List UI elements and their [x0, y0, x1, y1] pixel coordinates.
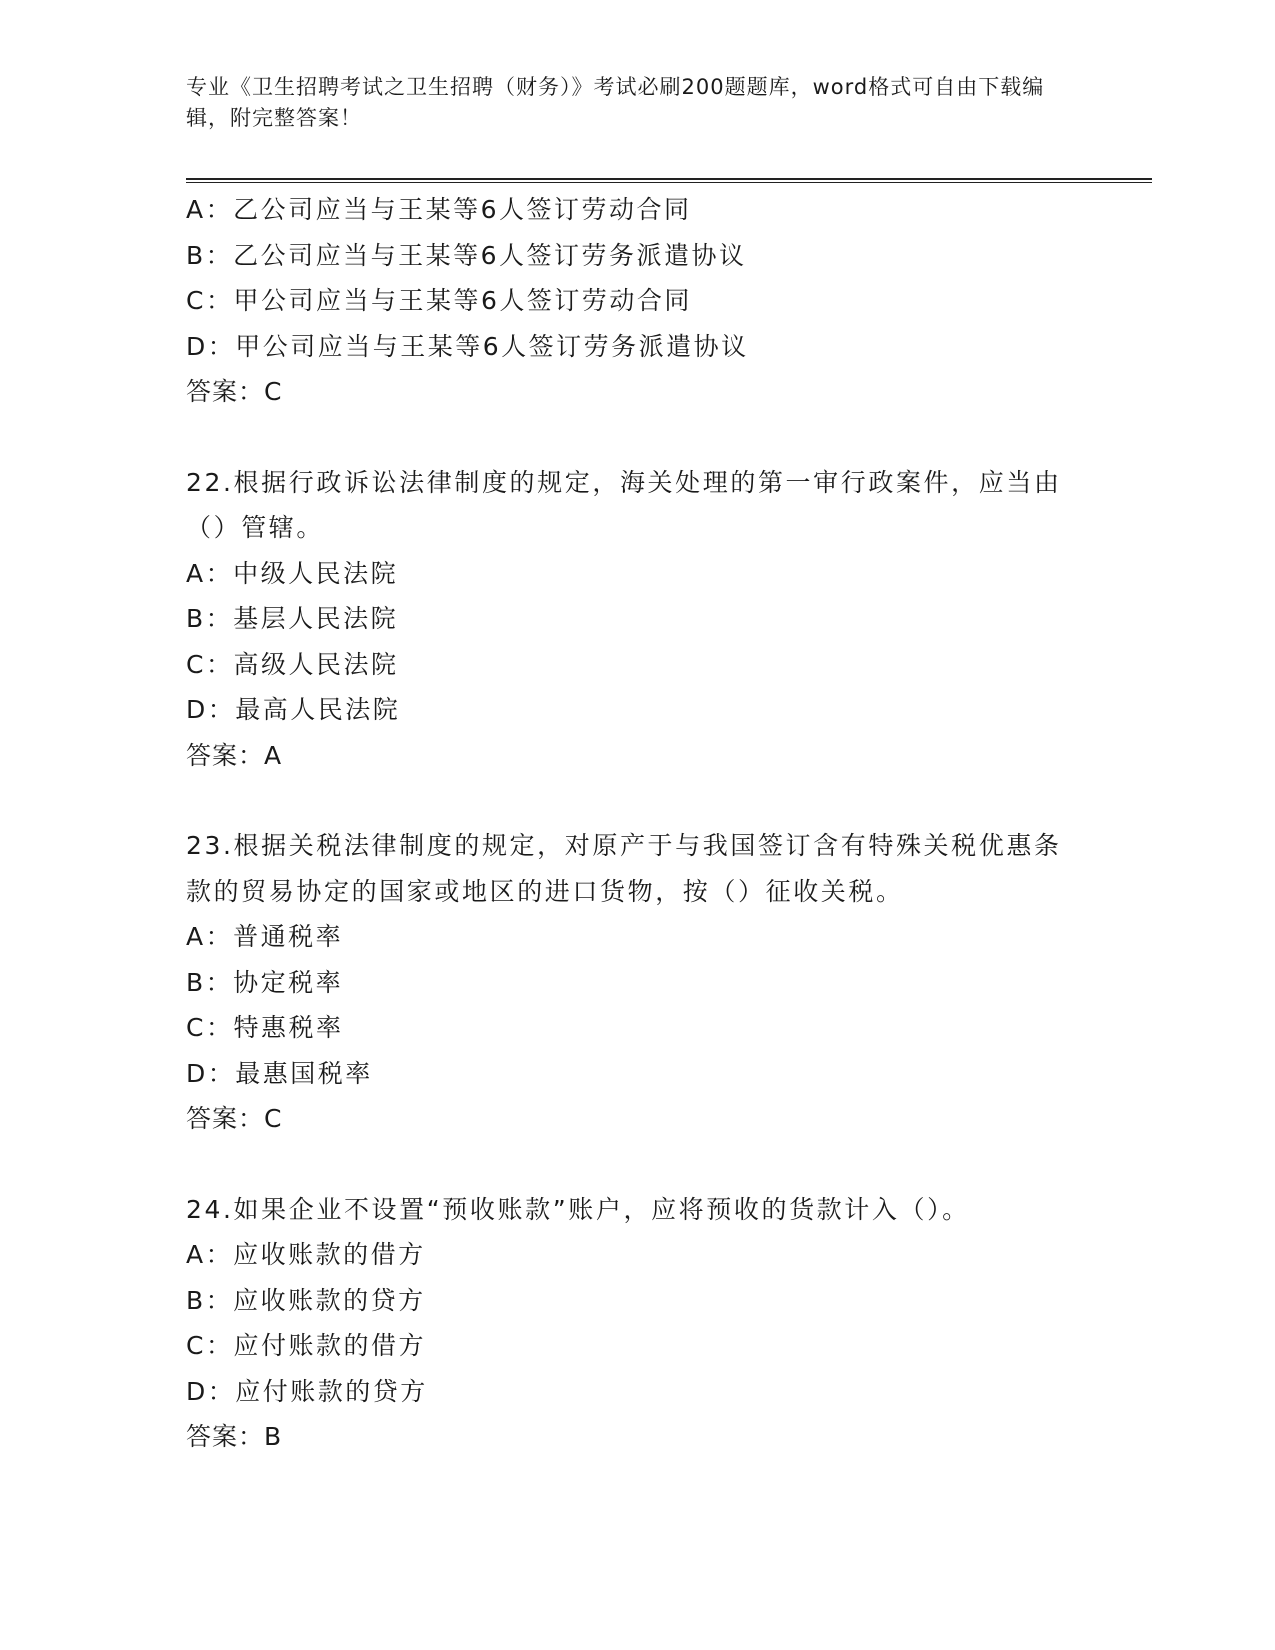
- option-b: B：协定税率: [186, 967, 344, 997]
- question-22: [186, 460, 1086, 779]
- option-b: B：基层人民法院: [186, 604, 399, 633]
- question-24: [186, 1187, 1086, 1460]
- option-b: B：乙公司应当与王某等6人签订劳务派遣协议: [186, 240, 747, 270]
- option-c: C：甲公司应当与王某等6人签订劳动合同: [186, 286, 692, 315]
- option-a: A：普通税率: [186, 922, 344, 951]
- option-b: B：应收账款的贷方: [186, 1285, 426, 1315]
- spacer: [186, 1142, 1086, 1187]
- option-d: D：甲公司应当与王某等6人签订劳务派遣协议: [186, 331, 749, 361]
- answer: 答案：C: [186, 377, 283, 406]
- question-23: [186, 823, 1086, 1142]
- question-21: [186, 187, 1086, 415]
- option-c: C：高级人民法院: [186, 649, 399, 679]
- spacer: [186, 415, 1086, 460]
- option-d: D：应付账款的贷方: [186, 1376, 428, 1406]
- answer: 答案：C: [186, 1104, 283, 1133]
- answer: 答案：B: [186, 1422, 283, 1451]
- question-stem: 23.根据关税法律制度的规定，对原产于与我国签订含有特殊关税优惠条款的贸易协定的国家或地区的进口货物，按（）征收关税。: [186, 831, 1062, 906]
- header-divider: [186, 178, 1152, 183]
- option-d: D：最惠国税率: [186, 1058, 373, 1088]
- option-a: A：应收账款的借方: [186, 1240, 426, 1269]
- document-header: 专业《卫生招聘考试之卫生招聘（财务）》考试必刷200题题库，word格式可自由下载编辑，附完整答案！: [186, 75, 1045, 130]
- option-c: C：应付账款的借方: [186, 1331, 426, 1360]
- option-d: D：最高人民法院: [186, 695, 401, 724]
- option-a: A：中级人民法院: [186, 558, 399, 588]
- question-list: [186, 187, 1086, 1460]
- spacer: [186, 778, 1086, 823]
- question-stem: 24.如果企业不设置“预收账款”账户，应将预收的货款计入（）。: [186, 1194, 970, 1224]
- question-stem: 22.根据行政诉讼法律制度的规定，海关处理的第一审行政案件，应当由（）管辖。: [186, 467, 1062, 542]
- option-c: C：特惠税率: [186, 1013, 344, 1042]
- answer: 答案：A: [186, 740, 283, 770]
- option-a: A：乙公司应当与王某等6人签订劳动合同: [186, 195, 692, 224]
